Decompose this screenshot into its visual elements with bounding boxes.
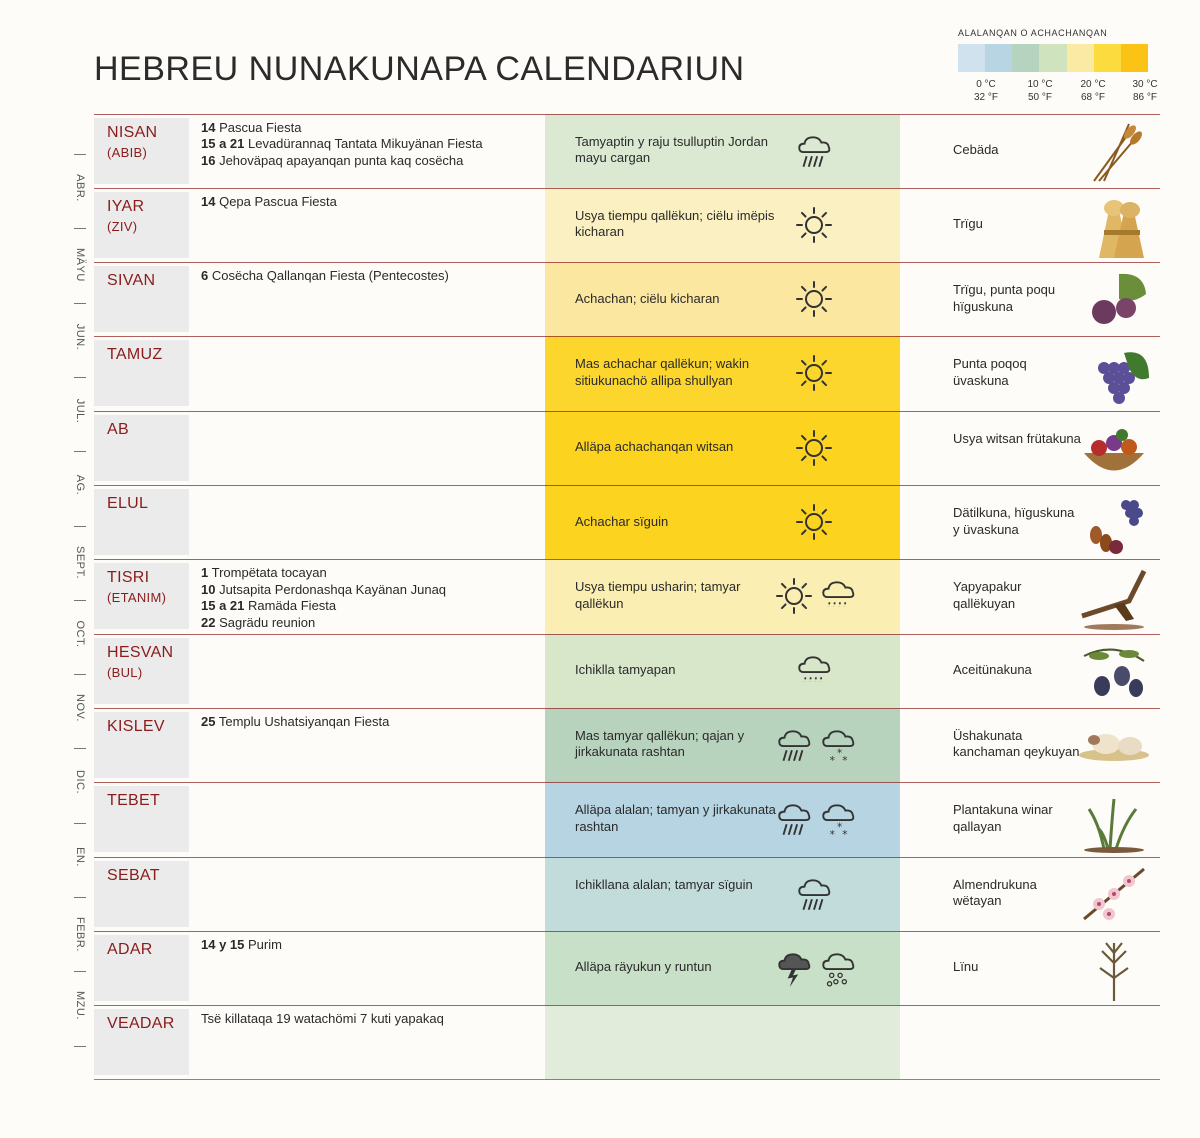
weather-description: Ichiklla tamyapan	[575, 662, 676, 678]
month-row-ab	[94, 411, 1160, 485]
month-row-elul	[94, 485, 1160, 559]
axis-tick	[74, 748, 86, 749]
month-alt-name: (ABIB)	[107, 144, 148, 160]
rain-icon	[794, 131, 834, 171]
month-name: IYAR	[107, 197, 145, 215]
rain-icon	[794, 874, 834, 914]
legend-title: ALALANQAN O ACHACHANQAN	[958, 28, 1108, 38]
sheep-icon	[1074, 710, 1154, 780]
svg-text:*: *	[829, 754, 835, 765]
axis-month-label: FEBR.	[74, 917, 86, 952]
rain-icon	[774, 725, 814, 765]
festival-item: 25 Templu Ushatsiyanqan Fiesta	[201, 713, 390, 729]
axis-month-label: SEPT.	[74, 545, 86, 579]
sun-icon	[794, 205, 834, 245]
month-row-kislev	[94, 708, 1160, 782]
month-alt-name: (ETANIM)	[107, 590, 167, 606]
month-cell	[94, 266, 189, 332]
festival-list	[201, 120, 541, 170]
gregorian-months-axis	[66, 110, 94, 1080]
weather-description: Alläpa räyukun y runtun	[575, 959, 712, 975]
month-row-tisri	[94, 559, 1160, 633]
sun-icon	[794, 428, 834, 468]
month-name: HESVAN	[107, 643, 174, 661]
axis-tick	[74, 971, 86, 972]
festival-list	[201, 565, 541, 631]
rain-light-icon	[794, 651, 834, 691]
svg-text:*: *	[842, 829, 848, 840]
month-cell	[94, 786, 189, 852]
snow-icon	[818, 799, 858, 839]
festival-item: 22 Sagrädu reunion	[201, 614, 316, 630]
axis-month-label: MÄYU	[74, 248, 86, 283]
month-row-adar	[94, 931, 1160, 1005]
crop-description: Punta poqoq üvaskuna	[953, 356, 1027, 388]
rain-icon	[774, 799, 814, 839]
festival-item: 6 Cosëcha Qallanqan Fiesta (Pentecostes)	[201, 268, 449, 284]
crop-description: Aceitünakuna	[953, 662, 1032, 678]
month-cell	[94, 563, 189, 629]
sprouts-icon	[1074, 784, 1154, 854]
axis-month-label: ABR.	[74, 174, 86, 202]
festival-list	[201, 1011, 541, 1028]
month-row-tamuz	[94, 336, 1160, 410]
grapes-icon	[1074, 338, 1154, 408]
festival-list	[201, 194, 541, 211]
axis-month-label: EN.	[74, 846, 86, 867]
festival-item: 15 a 21 Ramäda Fiesta	[201, 598, 337, 614]
month-name: NISAN	[107, 123, 158, 141]
festival-item: Tsë killataqa 19 watachömi 7 kuti yapakaq	[201, 1011, 444, 1027]
axis-tick	[74, 154, 86, 155]
page-title: HEBREU NUNAKUNAPA CALENDARIUN	[94, 50, 745, 88]
month-row-sivan	[94, 262, 1160, 336]
dates-figs-grapes-icon	[1074, 487, 1154, 557]
sun-icon	[774, 576, 814, 616]
legend-ticks	[958, 78, 1168, 112]
legend-tick: 0 °C 32 °F	[973, 79, 998, 103]
axis-tick	[74, 897, 86, 898]
festival-list	[201, 714, 541, 731]
weather-description: Usya tiempu qallëkun; ciëlu imëpis kicharan	[575, 207, 775, 240]
month-name: ELUL	[107, 495, 149, 512]
legend-tick: 10 °C 50 °F	[1027, 79, 1053, 103]
legend-tick: 30 °C 86 °F	[1132, 79, 1158, 103]
weather-description: Alläpa alalan; tamyan y jirkakunata rashtan	[575, 802, 776, 834]
axis-month-label: JUN.	[74, 323, 86, 350]
crop-description: Lïnu	[953, 959, 979, 975]
month-name: SEBAT	[107, 866, 160, 884]
crop-description: Usya witsan frütakuna	[953, 430, 1081, 446]
axis-month-label: MZU.	[74, 991, 86, 1021]
axis-month-label: AG.	[74, 474, 86, 496]
svg-text:*: *	[836, 747, 843, 760]
weather-description: Mas achachar qallëkun; wakin sitiukunachö allipa shullyan	[575, 356, 750, 388]
axis-tick	[74, 451, 86, 452]
storm-icon	[774, 948, 814, 988]
festival-item: 15 a 21 Levadürannaq Tantata Mikuyänan Fiesta	[201, 136, 483, 151]
legend-swatch	[985, 44, 1012, 72]
temperature-legend	[958, 28, 1168, 112]
legend-swatch	[1012, 44, 1039, 72]
month-row-tebet	[94, 782, 1160, 856]
month-name: VEADAR	[107, 1015, 175, 1033]
legend-swatch	[1039, 44, 1066, 72]
olives-icon	[1074, 636, 1154, 706]
festival-list	[201, 268, 541, 285]
sun-icon	[794, 502, 834, 542]
svg-text:*: *	[836, 821, 843, 834]
fruit-basket-icon	[1074, 413, 1154, 483]
legend-tick: 20 °C 68 °F	[1080, 79, 1106, 103]
axis-month-label: JUL.	[74, 398, 86, 424]
table-bottom-line	[94, 1079, 1160, 1080]
month-alt-name: (BUL)	[107, 664, 143, 680]
month-name: TAMUZ	[107, 346, 163, 364]
festival-item: 14 Pascua Fiesta	[201, 119, 302, 135]
axis-month-label: OCT.	[74, 620, 86, 648]
month-cell	[94, 712, 189, 778]
month-alt-name: (ZIV)	[107, 218, 138, 234]
flax-icon	[1074, 933, 1154, 1003]
month-row-iyar	[94, 188, 1160, 262]
fig-icon	[1074, 264, 1154, 334]
axis-tick	[74, 228, 86, 229]
weather-description: Tamyaptin y raju tsulluptin Jordan mayu cargan	[575, 133, 768, 165]
svg-text:*: *	[829, 829, 835, 840]
month-name: SIVAN	[107, 272, 156, 290]
axis-month-label: DIC.	[74, 770, 86, 795]
sun-icon	[794, 279, 834, 319]
month-cell	[94, 935, 189, 1001]
legend-swatch	[1121, 44, 1148, 72]
weather-description: Alläpa achachanqan witsan	[575, 439, 734, 455]
rain-light-icon	[818, 576, 858, 616]
weather-description: Ichikllana alalan; tamyar sïguin	[575, 876, 753, 892]
axis-tick	[74, 600, 86, 601]
crop-description: Üshakunata kanchaman qeykuyan	[953, 727, 1080, 760]
weather-description: Mas tamyar qallëkun; qajan y jirkakunata rashtan	[575, 727, 745, 760]
month-row-veadar	[94, 1005, 1160, 1079]
month-cell	[94, 861, 189, 927]
month-cell	[94, 489, 189, 555]
snow-icon	[818, 725, 858, 765]
month-cell	[94, 1009, 189, 1075]
crop-description: Trïgu, punta poqu hïguskuna	[953, 282, 1056, 314]
festival-item: 14 y 15 Purim	[201, 936, 282, 952]
month-cell	[94, 118, 189, 184]
axis-tick	[74, 303, 86, 304]
festival-item: 1 Trompëtata tocayan	[201, 565, 327, 581]
weather-description: Achachan; ciëlu kicharan	[575, 290, 720, 306]
legend-swatch	[1094, 44, 1121, 72]
svg-text:*: *	[842, 754, 848, 765]
month-row-nisan	[94, 114, 1160, 188]
legend-color-bar	[958, 44, 1148, 72]
axis-tick	[74, 823, 86, 824]
axis-tick	[74, 377, 86, 378]
weather-description: Achachar sïguin	[575, 513, 669, 529]
crop-description: Plantakuna winar qallayan	[953, 802, 1053, 834]
almond-blossom-icon	[1074, 859, 1154, 929]
festival-list	[201, 937, 541, 954]
crop-description: Yapyapakur qallëkuyan	[953, 579, 1022, 611]
plow-icon	[1074, 561, 1154, 631]
barley-icon	[1074, 116, 1154, 186]
legend-swatch	[958, 44, 985, 72]
crop-description: Dätilkuna, hïguskuna y üvaskuna	[953, 505, 1075, 537]
axis-tick	[74, 1046, 86, 1047]
hail-icon	[818, 948, 858, 988]
wheat-sheaf-icon	[1074, 190, 1154, 260]
month-name: TEBET	[107, 792, 161, 810]
crop-description: Trïgu	[953, 216, 983, 232]
sun-icon	[794, 353, 834, 393]
axis-tick	[74, 674, 86, 675]
axis-tick	[74, 526, 86, 527]
month-row-hesvan	[94, 634, 1160, 708]
crop-description: Cebäda	[953, 142, 999, 157]
month-name: AB	[107, 420, 129, 438]
axis-month-label: NOV.	[74, 694, 86, 723]
month-name: ADAR	[107, 940, 153, 958]
crop-description: Almendrukuna wëtayan	[953, 876, 1037, 908]
festival-item: 10 Jutsapita Perdonashqa Kayänan Junaq	[201, 581, 447, 597]
month-cell	[94, 192, 189, 258]
month-name: KISLEV	[107, 717, 165, 735]
month-name: TISRI	[107, 569, 150, 587]
legend-swatch	[1067, 44, 1094, 72]
month-cell	[94, 340, 189, 406]
month-cell	[94, 638, 189, 704]
month-row-sebat	[94, 857, 1160, 931]
festival-item: 14 Qepa Pascua Fiesta	[201, 193, 337, 209]
month-cell	[94, 415, 189, 481]
weather-description: Usya tiempu usharin; tamyar qallëkun	[575, 579, 741, 611]
festival-item: 16 Jehoväpaq apayanqan punta kaq cosëcha	[201, 152, 464, 168]
